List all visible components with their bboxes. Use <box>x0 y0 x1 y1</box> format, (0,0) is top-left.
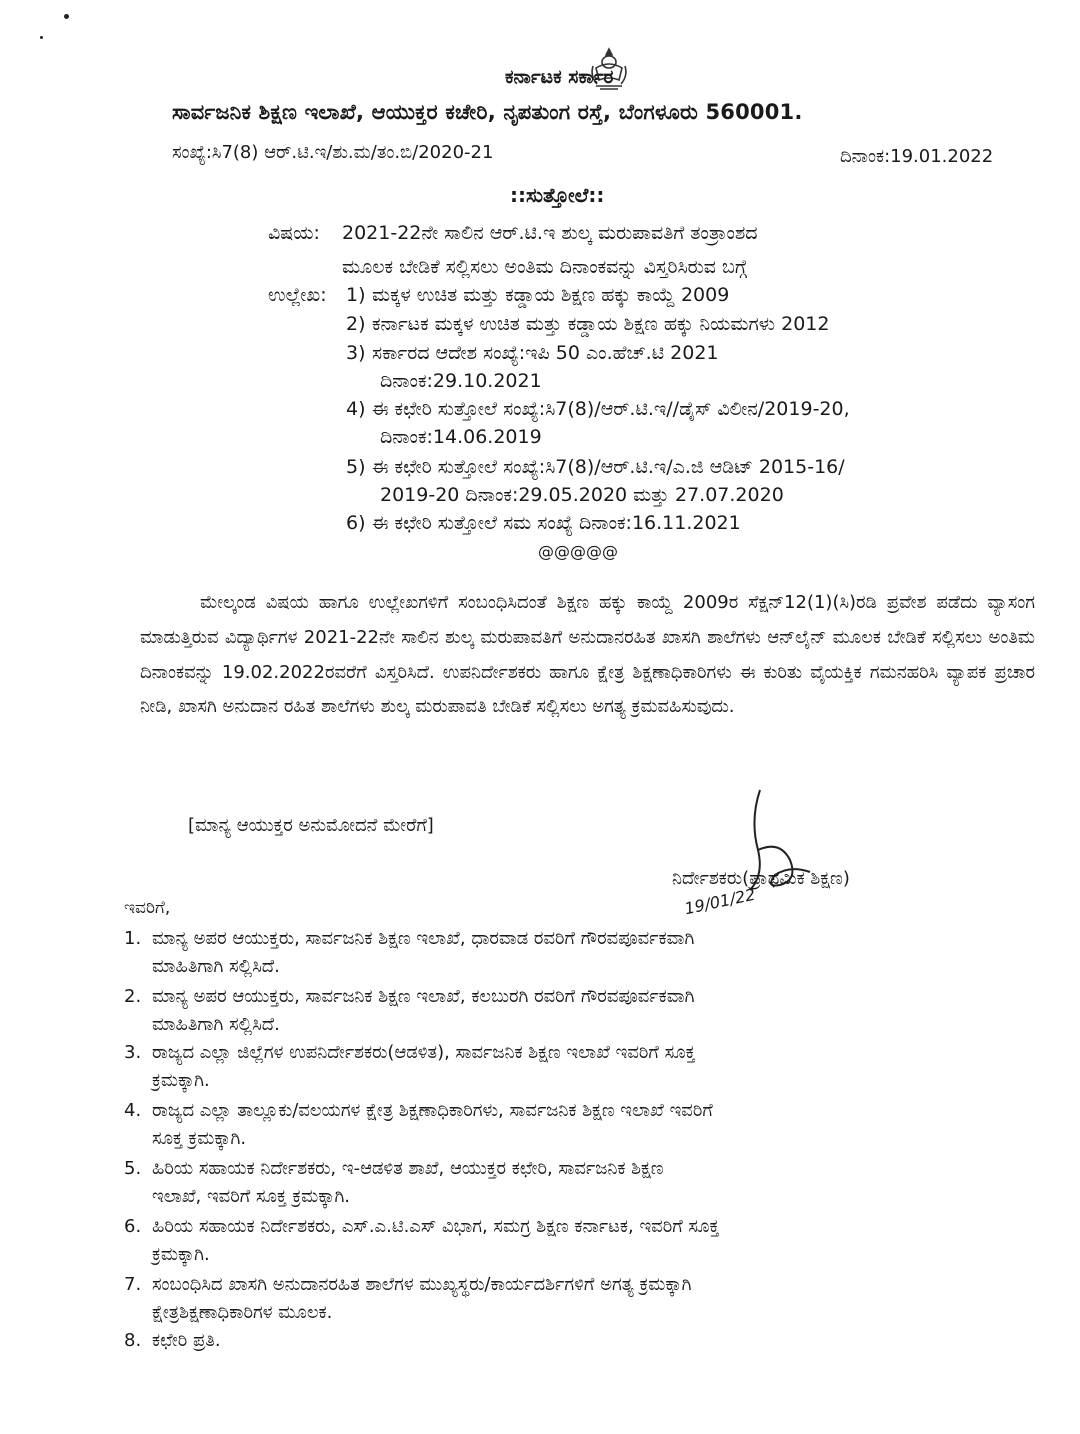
recipient-text: ಮಾನ್ಯ ಅಪರ ಆಯುಕ್ತರು, ಸಾರ್ವಜನಿಕ ಶಿಕ್ಷಣ ಇಲಾಖೆ, ಧಾರವಾಡ ರವರಿಗೆ ಗೌರವಪೂರ್ವಕವಾಗಿ <box>152 928 695 949</box>
recipient-number: 4. <box>124 1100 142 1121</box>
reference-text: ಕರ್ನಾಟಕ ಮಕ್ಕಳ ಉಚಿತ ಮತ್ತು ಕಡ್ಡಾಯ ಶಿಕ್ಷಣ ಹಕ್ಕು ನಿಯಮಗಳು 2012 <box>372 313 830 335</box>
reference-text: ಸರ್ಕಾರದ ಆದೇಶ ಸಂಖ್ಯೆ:ಇಪಿ 50 ಎಂ.ಹೆಚ್.ಟಿ 2021 <box>372 342 719 364</box>
scan-speck <box>40 36 43 39</box>
document-date: ದಿನಾಂಕ:19.01.2022 <box>840 146 994 167</box>
references-label: ಉಲ್ಲೇಖ: <box>268 284 327 306</box>
reference-text: ಈ ಕಛೇರಿ ಸುತ್ತೋಲೆ ಸಂಖ್ಯೆ:ಸಿ7(8)/ಆರ್.ಟಿ.ಇ//ಡೈಸ್ ವಿಲೀನ/2019-20, <box>372 398 850 420</box>
reference-number: 3) <box>346 342 366 364</box>
recipient-text: ಮಾನ್ಯ ಅಪರ ಆಯುಕ್ತರು, ಸಾರ್ವಜನಿಕ ಶಿಕ್ಷಣ ಇಲಾಖೆ, ಕಲಬುರಗಿ ರವರಿಗೆ ಗೌರವಪೂರ್ವಕವಾಗಿ <box>152 986 695 1007</box>
recipient-number: 2. <box>124 986 142 1007</box>
reference-text: ದಿನಾಂಕ:14.06.2019 <box>380 426 542 448</box>
recipient-text: ಹಿರಿಯ ಸಹಾಯಕ ನಿರ್ದೇಶಕರು, ಇ-ಆಡಳಿತ ಶಾಖೆ, ಆಯುಕ್ತರ ಕಛೇರಿ, ಸಾರ್ವಜನಿಕ ಶಿಕ್ಷಣ <box>152 1158 664 1179</box>
recipient-text: ಸಂಬಂಧಿಸಿದ ಖಾಸಗಿ ಅನುದಾನರಹಿತ ಶಾಲೆಗಳ ಮುಖ್ಯಸ್ಥರು/ಕಾರ್ಯದರ್ಶಿಗಳಿಗೆ ಅಗತ್ಯ ಕ್ರಮಕ್ಕಾಗಿ <box>152 1274 692 1295</box>
subject-label: ವಿಷಯ: <box>268 222 320 244</box>
handwritten-date: 19/01/22 <box>682 884 758 919</box>
recipient-text: ಕ್ರಮಕ್ಕಾಗಿ. <box>152 1244 210 1265</box>
reference-number: 5) <box>346 456 366 478</box>
recipient-text: ಕ್ರಮಕ್ಕಾಗಿ. <box>152 1070 210 1091</box>
separator: @@@@@ <box>538 542 618 561</box>
recipient-text: ಸೂಕ್ತ ಕ್ರಮಕ್ಕಾಗಿ. <box>152 1128 247 1149</box>
circular-title: ::ಸುತ್ತೋಲೆ:: <box>510 183 605 207</box>
reference-text: ದಿನಾಂಕ:29.10.2021 <box>380 370 542 392</box>
recipient-number: 7. <box>124 1274 142 1295</box>
department-address: ಸಾರ್ವಜನಿಕ ಶಿಕ್ಷಣ ಇಲಾಖೆ, ಆಯುಕ್ತರ ಕಚೇರಿ, ನೃಪತುಂಗ ರಸ್ತೆ, ಬೆಂಗಳೂರು 560001. <box>172 100 803 124</box>
reference-text: ಮಕ್ಕಳ ಉಚಿತ ಮತ್ತು ಕಡ್ಡಾಯ ಶಿಕ್ಷಣ ಹಕ್ಕು ಕಾಯ್ದೆ 2009 <box>372 284 730 306</box>
recipient-text: ಮಾಹಿತಿಗಾಗಿ ಸಲ್ಲಿಸಿದೆ. <box>152 1014 280 1035</box>
recipient-text: ಇಲಾಖೆ, ಇವರಿಗೆ ಸೂಕ್ತ ಕ್ರಮಕ್ಕಾಗಿ. <box>152 1186 351 1207</box>
reference-text: ಈ ಕಛೇರಿ ಸುತ್ತೋಲೆ ಸಮ ಸಂಖ್ಯೆ ದಿನಾಂಕ:16.11.2021 <box>372 512 741 534</box>
reference-number: 4) <box>346 398 366 420</box>
reference-number: 6) <box>346 512 366 534</box>
subject-line-2: ಮೂಲಕ ಬೇಡಿಕೆ ಸಲ್ಲಿಸಲು ಅಂತಿಮ ದಿನಾಂಕವನ್ನು ವಿಸ್ತರಿಸಿರುವ ಬಗ್ಗೆ <box>342 256 747 278</box>
reference-text: 2019-20 ದಿನಾಂಕ:29.05.2020 ಮತ್ತು 27.07.2020 <box>380 484 784 506</box>
signatory-designation: ನಿರ್ದೇಶಕರು(ಪ್ರಾಥಮಿಕ ಶಿಕ್ಷಣ) <box>672 868 850 889</box>
reference-number: 1) <box>346 284 366 306</box>
recipient-text: ಮಾಹಿತಿಗಾಗಿ ಸಲ್ಲಿಸಿದೆ. <box>152 956 280 977</box>
recipient-number: 3. <box>124 1042 142 1063</box>
recipient-number: 5. <box>124 1158 142 1179</box>
scan-speck <box>64 14 69 19</box>
recipient-number: 6. <box>124 1216 142 1237</box>
subject-line-1: 2021-22ನೇ ಸಾಲಿನ ಆರ್.ಟಿ.ಇ ಶುಲ್ಕ ಮರುಪಾವತಿಗೆ ತಂತ್ರಾಂಶದ <box>342 222 758 244</box>
recipient-number: 8. <box>124 1330 142 1351</box>
recipient-text: ಕ್ಷೇತ್ರಶಿಕ್ಷಣಾಧಿಕಾರಿಗಳ ಮೂಲಕ. <box>152 1302 333 1323</box>
reference-text: ಈ ಕಛೇರಿ ಸುತ್ತೋಲೆ ಸಂಖ್ಯೆ:ಸಿ7(8)/ಆರ್.ಟಿ.ಇ/ಎ.ಜಿ ಆಡಿಟ್ 2015-16/ <box>372 456 845 478</box>
recipient-text: ಹಿರಿಯ ಸಹಾಯಕ ನಿರ್ದೇಶಕರು, ಎಸ್.ಎ.ಟಿ.ಎಸ್ ವಿಭಾಗ, ಸಮಗ್ರ ಶಿಕ್ಷಣ ಕರ್ನಾಟಕ, ಇವರಿಗೆ ಸೂಕ್ತ <box>152 1216 720 1237</box>
recipient-text: ಕಛೇರಿ ಪ್ರತಿ. <box>152 1330 221 1351</box>
reference-number: 2) <box>346 313 366 335</box>
recipient-text: ರಾಜ್ಯದ ಎಲ್ಲಾ ತಾಲ್ಲೂಕು/ವಲಯಗಳ ಕ್ಷೇತ್ರ ಶಿಕ್ಷಣಾಧಿಕಾರಿಗಳು, ಸಾರ್ವಜನಿಕ ಶಿಕ್ಷಣ ಇಲಾಖೆ ಇವರಿಗೆ <box>152 1100 713 1121</box>
recipient-number: 1. <box>124 928 142 949</box>
recipient-text: ರಾಜ್ಯದ ಎಲ್ಲಾ ಜಿಲ್ಲೆಗಳ ಉಪನಿರ್ದೇಶಕರು(ಆಡಳಿತ), ಸಾರ್ವಜನಿಕ ಶಿಕ್ಷಣ ಇಲಾಖೆ ಇವರಿಗೆ ಸೂಕ್ತ <box>152 1042 696 1063</box>
recipients-label: ಇವರಿಗೆ, <box>124 898 171 918</box>
reference-number: ಸಂಖ್ಯೆ:ಸಿ7(8) ಆರ್.ಟಿ.ಇ/ಶು.ಮ/ತಂ.ಬಿ/2020-21 <box>172 142 494 163</box>
approval-note: [ಮಾನ್ಯ ಆಯುಕ್ತರ ಅನುಮೋದನೆ ಮೇರೆಗೆ] <box>188 815 434 836</box>
body-paragraph: ಮೇಲ್ಕಂಡ ವಿಷಯ ಹಾಗೂ ಉಲ್ಲೇಖಗಳಿಗೆ ಸಂಬಂಧಿಸಿದಂತೆ ಶಿಕ್ಷಣ ಹಕ್ಕು ಕಾಯ್ದೆ 2009ರ ಸೆಕ್ಷನ್12(1)(ಸಿ)ರಡಿ ಪ್ರವೇಶ ಪಡೆದು ವ್ಯಾಸಂಗ ಮಾಡುತ್ತಿರುವ ವಿದ್ಯಾರ್ಥಿಗಳ 2021-22ನೇ ಸಾಲಿನ ಶುಲ್ಕ ಮರುಪಾವತಿಗೆ ಅನುದಾನರಹಿತ ಖಾಸಗಿ ಶಾಲೆಗಳು ಆನ್‌ಲೈನ್ ಮೂಲಕ ಬೇಡಿಕೆ ಸಲ್ಲಿಸಲು ಅಂತಿಮ ದಿನಾಂಕವನ್ನು 19.02.2022ರವರೆಗೆ ವಿಸ್ತರಿಸಿದೆ. ಉಪನಿರ್ದೇಶಕರು ಹಾಗೂ ಕ್ಷೇತ್ರ ಶಿಕ್ಷಣಾಧಿಕಾರಿಗಳು ಈ ಕುರಿತು ವೈಯಕ್ತಿಕ ಗಮನಹರಿಸಿ ವ್ಯಾಪಕ ಪ್ರಚಾರ ನೀಡಿ, ಖಾಸಗಿ ಅನುದಾನ ರಹಿತ ಶಾಲೆಗಳು ಶುಲ್ಕ ಮರುಪಾವತಿ ಬೇಡಿಕೆ ಸಲ್ಲಿಸಲು ಅಗತ್ಯ ಕ್ರಮವಹಿಸುವುದು. <box>140 592 1035 718</box>
government-heading: ಕರ್ನಾಟಕ ಸರ್ಕಾರ <box>505 66 614 88</box>
